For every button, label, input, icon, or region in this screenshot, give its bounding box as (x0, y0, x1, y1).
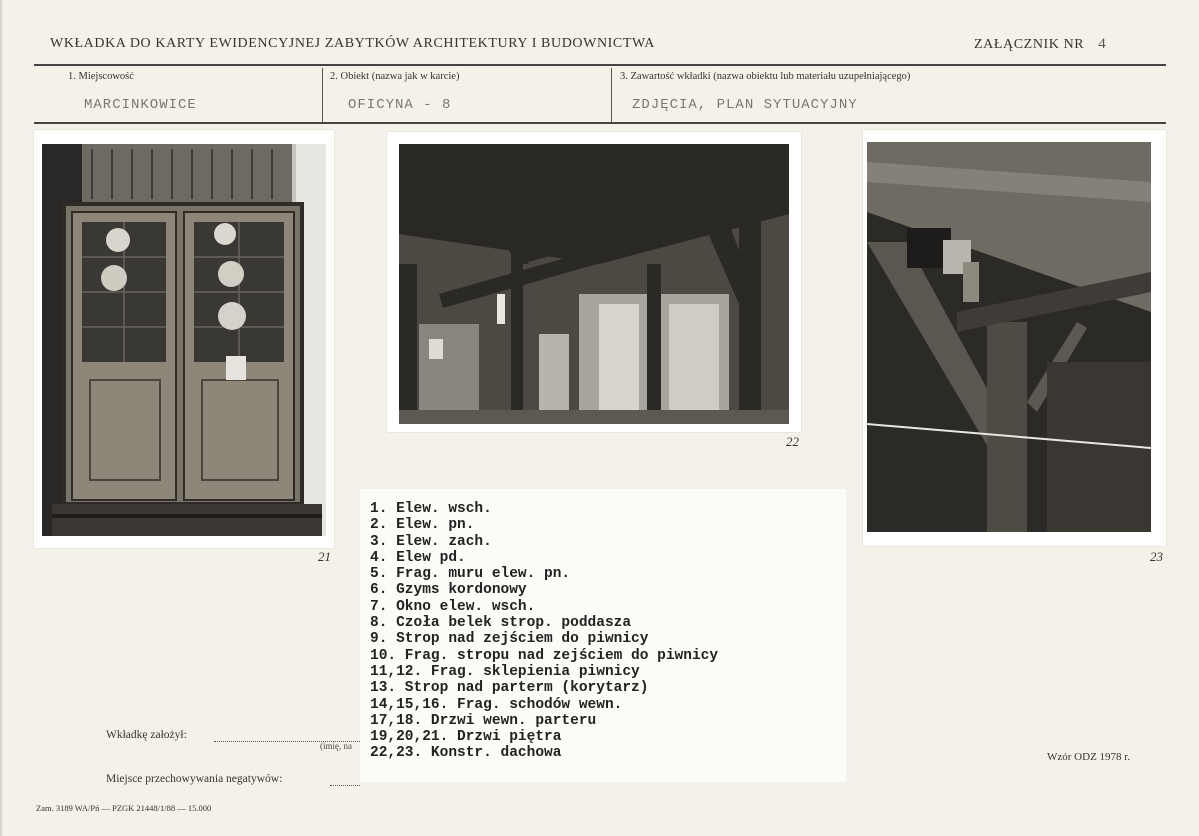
list-item: 19,20,21. Drzwi piętra (370, 729, 562, 746)
field-divider-1 (322, 68, 323, 122)
field-object-label: 2. Obiekt (nazwa jak w karcie) (330, 71, 460, 82)
photo-22-number: 22 (786, 434, 799, 449)
created-by-label: Wkładkę założył: (106, 729, 187, 741)
field-contents-label: 3. Zawartość wkładki (nazwa obiektu lub materiału uzupełniającego) (620, 71, 911, 82)
name-hint-label: (imię, na (320, 741, 352, 751)
list-item: 4. Elew pd. (370, 549, 466, 566)
header-rule-top (34, 64, 1166, 66)
negatives-location-label: Miejsce przechowywania negatywów: (106, 773, 283, 785)
list-item: 3. Elew. zach. (370, 533, 492, 550)
attachment-number-value: 4 (1098, 36, 1107, 52)
negatives-location-field (330, 785, 360, 786)
list-item: 1. Elew. wsch. (370, 501, 492, 517)
photo-22-attic (387, 132, 801, 432)
photo-21-door (34, 130, 334, 548)
field-divider-2 (611, 68, 612, 122)
photo-index-list (360, 489, 846, 782)
list-item: 13. Strop nad parterm (korytarz) (370, 680, 649, 697)
photo-21-number: 21 (318, 549, 331, 564)
list-item: 5. Frag. muru elew. pn. (370, 566, 571, 583)
print-order-note: Zam. 3189 WA/Pń — PZGK 21448/1/88 — 15.000 (36, 803, 212, 813)
door-photo-image (42, 144, 326, 536)
header-rule-bottom (34, 122, 1166, 124)
list-item: 10. Frag. stropu nad zejściem do piwnicy (370, 647, 719, 664)
photo-23-roof-truss (863, 130, 1166, 546)
list-item: 11,12. Frag. sklepienia piwnicy (370, 663, 640, 680)
list-item: 14,15,16. Frag. schodów wewn. (370, 696, 623, 713)
attachment-label: ZAŁĄCZNIK NR (974, 37, 1085, 52)
field-locality-value: MARCINKOWICE (84, 97, 197, 113)
field-contents-value: ZDJĘCIA, PLAN SYTUACYJNY (632, 97, 858, 113)
photo-23-number: 23 (1150, 549, 1163, 564)
list-item: 7. Okno elew. wsch. (370, 598, 536, 615)
attic-photo-image (399, 144, 789, 424)
list-item: 2. Elew. pn. (370, 517, 475, 534)
field-object-value: OFICYNA - 8 (348, 97, 452, 113)
list-item: 9. Strop nad zejściem do piwnicy (370, 631, 649, 648)
list-item: 6. Gzyms kordonowy (370, 582, 527, 599)
list-item: 8. Czoła belek strop. poddasza (370, 615, 632, 632)
list-item: 17,18. Drzwi wewn. parteru (370, 712, 597, 729)
list-item: 22,23. Konstr. dachowa (370, 745, 562, 762)
document-title: WKŁADKA DO KARTY EWIDENCYJNEJ ZABYTKÓW ARCHITEKTURY I BUDOWNICTWA (50, 36, 655, 51)
field-locality-label: 1. Miejscowość (68, 71, 134, 82)
attachment-number (974, 36, 1106, 53)
form-template-note: Wzór ODZ 1978 r. (1047, 751, 1131, 763)
roof-truss-photo-image (867, 142, 1151, 532)
